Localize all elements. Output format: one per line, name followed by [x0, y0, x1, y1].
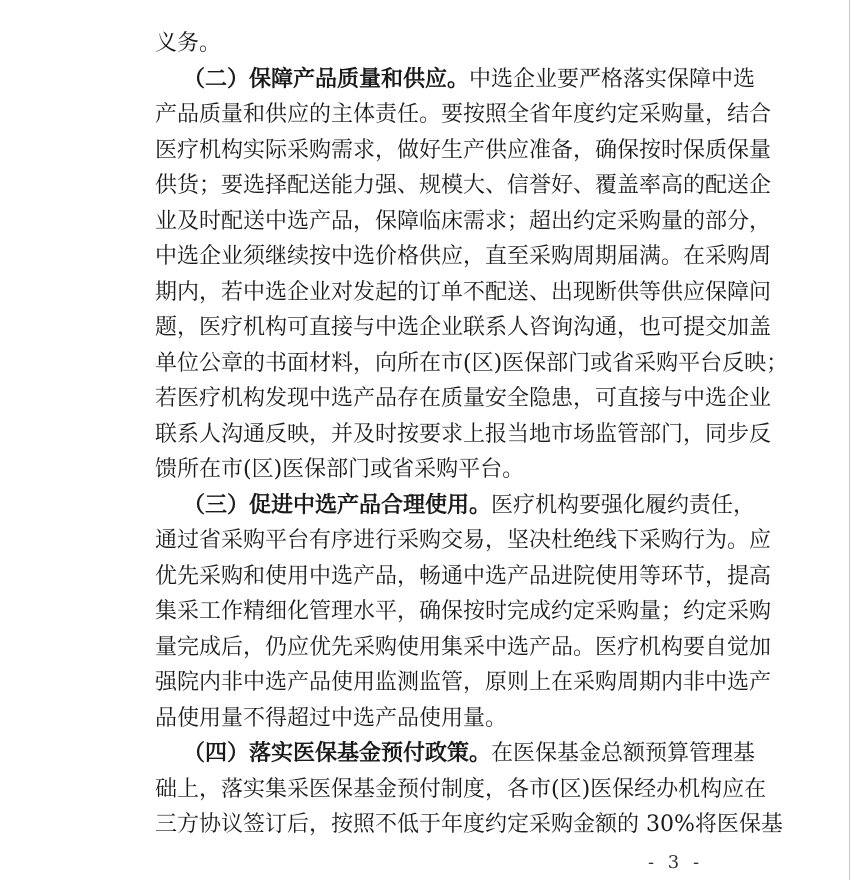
section-3-first-line [155, 488, 756, 524]
text-line: 单位公章的书面材料，向所在市(区)医保部门或省采购平台反映； [155, 350, 789, 376]
section-2-first-line [155, 62, 756, 98]
text-line: 供货；要选择配送能力强、规模大、信誉好、覆盖率高的配送企 [155, 173, 772, 198]
section-heading: （四）落实医保基金预付政策。 [183, 740, 492, 766]
text-line: 期内，若中选企业对发起的订单不配送、出现断供等供应保障问 [155, 279, 772, 305]
text-line: 医疗机构实际采购需求，做好生产供应准备，确保按时保质保量 [155, 137, 772, 163]
text-line: 通过省采购平台有序进行采购交易，坚决杜绝线下采购行为。应 [155, 528, 772, 553]
text-run: 在医保基金总额预算管理基 [491, 741, 756, 766]
text-line: 础上，落实集采医保基金预付制度，各市(区)医保经办机构应在 [155, 776, 767, 802]
text-line: 若医疗机构发现中选产品存在质量安全隐患，可直接与中选企业 [155, 386, 772, 411]
text-line: 题，医疗机构可直接与中选企业联系人咨询沟通，也可提交加盖 [155, 315, 772, 340]
page-number: - 3 - [648, 852, 704, 873]
text-line: 品使用量不得超过中选产品使用量。 [155, 705, 508, 731]
text-line: 强院内非中选产品使用监测监管，原则上在采购周期内非中选产 [155, 670, 772, 695]
text-run: 医疗机构要强化履约责任， [491, 492, 756, 518]
document-body [155, 26, 789, 843]
text-run: 中选企业要严格落实保障中选 [469, 66, 756, 92]
text-line: 联系人沟通反映，并及时按要求上报当地市场监管部门，同步反 [155, 421, 772, 447]
text-line: 三方协议签订后，按照不低于年度约定采购金额的 30%将医保基 [155, 812, 783, 837]
text-line: 优先采购和使用中选产品，畅通中选产品进院使用等环节，提高 [155, 563, 772, 589]
section-4-first-line [155, 736, 756, 772]
text-line: 馈所在市(区)医保部门或省采购平台。 [155, 457, 525, 482]
section-heading: （二）保障产品质量和供应。 [183, 65, 470, 92]
text-line: 业及时配送中选产品，保障临床需求；超出约定采购量的部分， [155, 208, 772, 234]
text-line: 量完成后，仍应优先采购使用集采中选产品。医疗机构要自觉加 [155, 634, 772, 660]
text-line: 中选企业须继续按中选价格供应，直至采购周期届满。在采购周 [155, 244, 772, 269]
text-line: 产品质量和供应的主体责任。要按照全省年度约定采购量，结合 [155, 102, 772, 127]
section-heading: （三）促进中选产品合理使用。 [183, 491, 492, 518]
text-line: 集采工作精细化管理水平，确保按时完成约定采购量；约定采购 [155, 599, 772, 624]
text-line: 义务。 [155, 31, 222, 56]
page-edge-divider [849, 0, 850, 880]
